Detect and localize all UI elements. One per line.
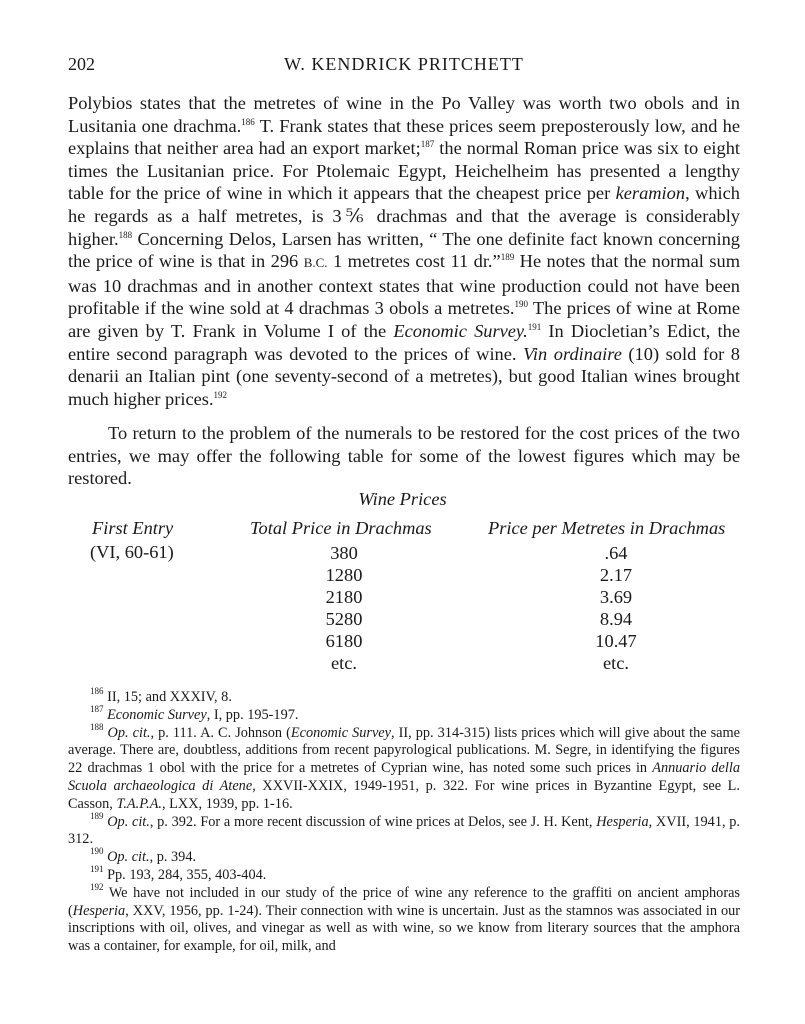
italic-term: keramion <box>615 183 686 204</box>
footnote-ref: 187 <box>420 139 435 150</box>
page-header <box>68 54 740 78</box>
footnote-ref: 189 <box>500 252 515 263</box>
total-price-cell: 1280 <box>325 565 363 585</box>
footnote-191 <box>68 863 740 885</box>
price-per-metretes-cell: 3.69 <box>599 587 633 607</box>
footnote-number: 191 <box>90 863 104 874</box>
column-header-first-entry: First Entry <box>92 518 174 538</box>
total-price-cell: 5280 <box>325 609 363 629</box>
body-paragraph-2: To return to the problem of the numerals to be restored for the cost prices of the two entries, we may offer the following table for some of the lowest figures which may be restored. <box>68 423 740 489</box>
footnote-text: , p. 392. For a more recent discussion of wine prices at Delos, see J. H. Kent, <box>149 813 597 830</box>
text-run: the normal Roman price was six to eight times the Lusitanian price. For Ptolemaic Egypt, Heichelheim has presented a lengthy table for the price of wine in which it appears that the cheapest price per <box>68 138 741 204</box>
footnote-number: 189 <box>90 810 104 821</box>
total-price-cell: 380 <box>330 543 358 563</box>
running-head-author: W. KENDRICK PRITCHETT <box>284 54 524 74</box>
total-price-cell: 6180 <box>325 631 363 651</box>
price-per-metretes-cell: 10.47 <box>595 631 637 651</box>
footnote-italic: Economic Survey <box>107 706 207 723</box>
footnote-189 <box>68 810 740 850</box>
text-run: He notes that the normal sum was 10 drachmas and in another context states that wine production could not have been profitable if the wine sold at 4 drachmas 3 obols a metretes. <box>68 251 740 319</box>
footnote-italic: Annuario della Scuola archaeologica di Atene <box>68 760 740 794</box>
footnote-number: 188 <box>90 721 104 732</box>
body-paragraph-1 <box>68 92 740 410</box>
price-per-metretes-cell: 8.94 <box>599 609 633 629</box>
footnote-text: , XVII, 1941, p. 312. <box>68 813 740 848</box>
text-run: (10) sold for 8 denarii an Italian pint (one seventy-second of a metretes), but good Italian wines brought much higher prices. <box>68 343 740 409</box>
footnote-italic: Hesperia <box>596 813 649 830</box>
italic-term: Vin ordinaire <box>523 343 622 364</box>
table-title: Wine Prices <box>358 489 447 509</box>
footnote-192 <box>68 881 740 956</box>
footnote-188 <box>68 721 740 814</box>
footnote-ref: 188 <box>118 229 133 240</box>
footnotes <box>68 686 740 956</box>
footnote-text: Pp. 193, 284, 355, 403-404. <box>103 866 267 883</box>
footnote-number: 186 <box>90 686 104 696</box>
footnote-text: , p. 394. <box>149 849 197 866</box>
footnote-ref: 191 <box>527 321 542 332</box>
column-header-price-per-metretes: Price per Metretes in Drachmas <box>488 518 726 538</box>
footnote-text: II, 15; and XXXIV, 8. <box>103 689 232 705</box>
footnote-italic: Op. cit. <box>107 813 150 830</box>
footnote-text: , XXVII-XXIX, 1949-1951, p. 322. For wine prices in Byzantine Egypt, see L. Casson, <box>68 777 740 812</box>
footnote-187 <box>68 703 740 725</box>
footnote-186 <box>68 686 740 707</box>
footnote-text: , p. 111. A. C. Johnson ( <box>150 724 291 741</box>
total-price-cell: etc. <box>330 653 358 673</box>
text-run: T. Frank states that these prices seem preposterously low, and he explains that neither area had an export market; <box>68 115 740 159</box>
footnote-italic: Hesperia <box>72 902 126 919</box>
footnote-italic: T.A.P.A. <box>116 795 163 812</box>
footnote-190 <box>68 846 740 867</box>
footnote-number: 190 <box>90 846 104 857</box>
price-per-metretes-cell: .64 <box>604 543 628 563</box>
small-caps-date: B.C. <box>303 255 328 271</box>
footnote-text: , II, pp. 314-315) lists prices which will give about the same average. There are, doubtless, additions from recent papyrological publications. M. Segre, in identifying the figures 22 drachmas 1 obol with the price for a metretes of Cyprian wine, has noted some such prices in <box>68 724 740 777</box>
footnote-text: , I, pp. 195-197. <box>206 706 299 723</box>
footnote-text: , LXX, 1939, pp. 1-16. <box>162 795 293 812</box>
footnote-number: 187 <box>90 703 104 714</box>
first-entry-cell: (VI, 60-61) <box>90 542 174 562</box>
page-number: 202 <box>68 54 95 74</box>
text-run: , which he regards as a half metretes, is 3⅚ drachmas and that the average is considerably higher. <box>68 183 740 249</box>
text-run: Polybios states that the metretes of wine in the Po Valley was worth two obols and in Lusitania one drachma. <box>68 93 740 136</box>
footnote-italic: Op. cit. <box>107 849 150 866</box>
footnote-ref: 186 <box>241 116 255 127</box>
footnote-text: We have not included in our study of the price of wine any reference to the graffiti on ancient amphoras ( <box>68 884 740 919</box>
text-run: The prices of wine at Rome are given by T. Frank in Volume I of the <box>68 298 741 341</box>
total-price-cell: 2180 <box>325 587 363 607</box>
footnote-italic: Economic Survey <box>290 724 391 741</box>
text-run: 1 metretes cost 11 dr.” <box>327 251 501 272</box>
column-header-total-price: Total Price in Drachmas <box>250 518 432 538</box>
text-run: Concerning Delos, Larsen has written, “ The one definite fact known concerning the price of wine is that in 296 <box>68 228 740 272</box>
footnote-italic: Op. cit. <box>107 724 151 741</box>
footnote-text: , XXV, 1956, pp. 1-24). Their connection with wine is uncertain. Just as the stamnos was associated in our inscriptions with oil, olives, and vinegar as well as with wine, so we know from literary sources that the amphora was a container, for example, for oil, milk, and <box>68 902 740 955</box>
price-per-metretes-cell: 2.17 <box>599 565 633 585</box>
footnote-number: 192 <box>90 881 104 892</box>
text-run: In Diocletian’s Edict, the entire second paragraph was devoted to the prices of wine. <box>68 320 740 364</box>
footnote-ref: 192 <box>213 389 228 400</box>
italic-title: Economic Survey. <box>393 320 528 341</box>
price-per-metretes-cell: etc. <box>602 653 630 673</box>
footnote-ref: 190 <box>514 299 528 310</box>
